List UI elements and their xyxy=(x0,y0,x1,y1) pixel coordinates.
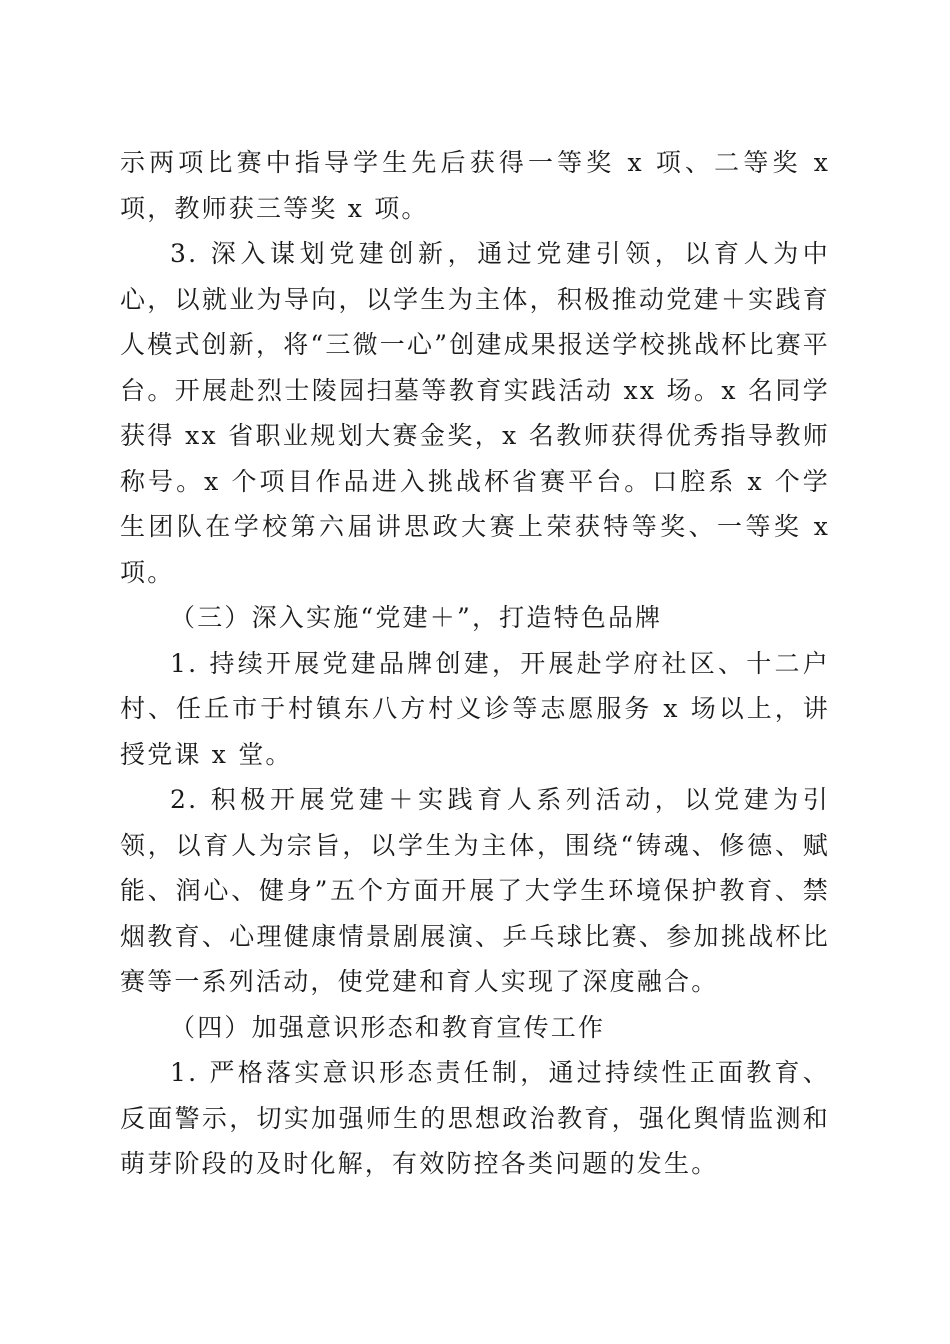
paragraph-ideology-responsibility: 1. 严格落实意识形态责任制，通过持续性正面教育、反面警示，切实加强师生的思想政治教育，强化舆情监测和萌芽阶段的及时化解，有效防控各类问题的发生。 xyxy=(120,1058,830,1178)
paragraph-brand-creation: 1. 持续开展党建品牌创建，开展赴学府社区、十二户村、任丘市于村镇东八方村义诊等志愿服务 x 场以上，讲授党课 x 堂。 xyxy=(120,648,830,769)
paragraph-practice-education: 2. 积极开展党建＋实践育人系列活动，以党建为引领，以育人为宗旨，以学生为主体，围绕“铸魂、修德、赋能、润心、健身”五个方面开展了大学生环境保护教育、禁烟教育、心理健康情景剧展演、乒乓球比赛、参加挑战杯比赛等一系列活动，使党建和育人实现了深度融合。 xyxy=(120,785,830,996)
section-heading-four: （四）加强意识形态和教育宣传工作 xyxy=(170,1012,606,1042)
section-heading-three: （三）深入实施“党建＋”，打造特色品牌 xyxy=(170,603,663,632)
paragraph-continuation: 示两项比赛中指导学生先后获得一等奖 x 项、二等奖 x 项，教师获三等奖 x 项。 xyxy=(120,148,830,223)
document-page xyxy=(120,140,830,1187)
paragraph-party-building-innovation: 3. 深入谋划党建创新，通过党建引领，以育人为中心，以就业为导向，以学生为主体，积极推动党建＋实践育人模式创新，将“三微一心”创建成果报送学校挑战杯比赛平台。开展赴烈士陵园扫墓等教育实践活动 xx 场。x 名同学获得 xx 省职业规划大赛金奖，x 名教师获得优秀指导教师称号。x 个项目作品进入挑战杯省赛平台。口腔系 x 个学生团队在学校第六届讲思政大赛上荣获特等奖、一等奖 x 项。 xyxy=(120,239,830,587)
